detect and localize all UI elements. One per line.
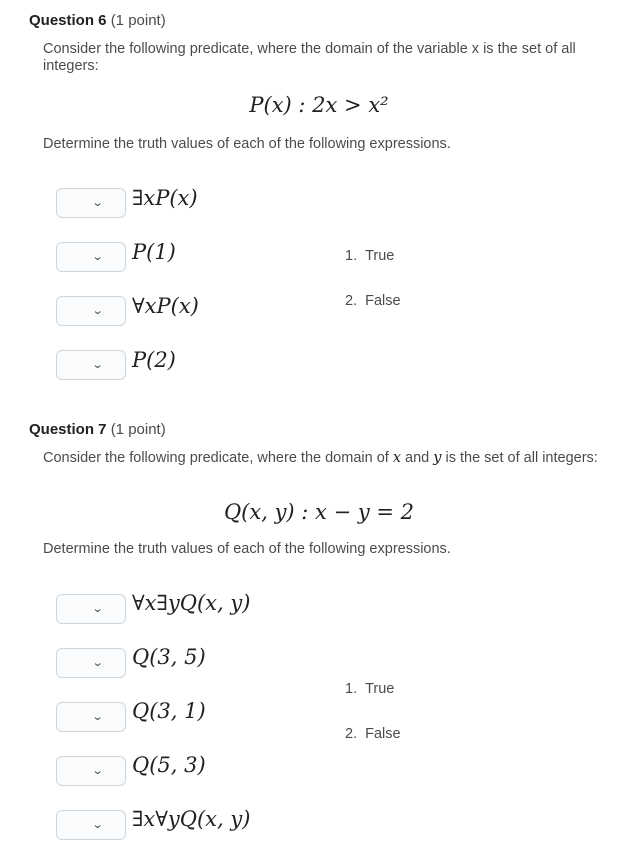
chevron-down-icon: ⌄ xyxy=(91,250,104,263)
option-label: True xyxy=(365,681,395,697)
question-7-title xyxy=(29,421,166,438)
question-points: (1 point) xyxy=(110,12,166,29)
question-7-formula: Q(x, y) : x − y = 2 xyxy=(223,500,415,524)
answer-select-q7-1[interactable] xyxy=(56,594,126,624)
question-7-instruction: Determine the truth values of each of the following expressions. xyxy=(43,541,451,557)
chevron-down-icon: ⌄ xyxy=(91,764,104,777)
variable-y: y xyxy=(433,450,442,466)
expression-q6-2: P(1) xyxy=(132,240,176,264)
chevron-down-icon: ⌄ xyxy=(91,602,104,615)
answer-select-q6-4[interactable] xyxy=(56,350,126,380)
question-title: Question 6 xyxy=(29,12,107,29)
expression-q7-2: Q(3, 5) xyxy=(132,645,206,669)
chevron-down-icon: ⌄ xyxy=(91,304,104,317)
option-label: False xyxy=(365,726,401,742)
answer-select-q6-3[interactable] xyxy=(56,296,126,326)
option-number: 1. xyxy=(345,681,358,697)
option-label: True xyxy=(365,248,395,264)
expression-q7-4: Q(5, 3) xyxy=(132,753,206,777)
question-6-title xyxy=(29,12,166,29)
answer-select-q7-2[interactable] xyxy=(56,648,126,678)
chevron-down-icon: ⌄ xyxy=(91,196,104,209)
option-false-q6 xyxy=(345,293,401,309)
option-number: 1. xyxy=(345,248,358,264)
chevron-down-icon: ⌄ xyxy=(91,710,104,723)
option-false-q7 xyxy=(345,726,401,742)
option-number: 2. xyxy=(345,293,358,309)
question-title: Question 7 xyxy=(29,421,107,438)
answer-select-q7-3[interactable] xyxy=(56,702,126,732)
option-true-q6 xyxy=(345,248,394,264)
variable-x: x xyxy=(392,450,401,466)
option-label: False xyxy=(365,293,401,309)
answer-select-q6-1[interactable] xyxy=(56,188,126,218)
prompt-text: Consider the following predicate, where the domain of xyxy=(43,450,393,466)
prompt-text: is the set of all integers: xyxy=(441,450,598,466)
expression-q7-3: Q(3, 1) xyxy=(132,699,206,723)
prompt-text: and xyxy=(401,450,434,466)
expression-q7-5: ∃x∀yQ(x, y) xyxy=(132,807,251,831)
expression-q6-1: ∃xP(x) xyxy=(132,186,198,210)
chevron-down-icon: ⌄ xyxy=(91,818,104,831)
question-6-instruction: Determine the truth values of each of the following expressions. xyxy=(43,136,451,152)
answer-select-q7-5[interactable] xyxy=(56,810,126,840)
chevron-down-icon: ⌄ xyxy=(91,358,104,371)
option-number: 2. xyxy=(345,726,358,742)
question-6-prompt: Consider the following predicate, where the domain of the variable x is the set of all integers: xyxy=(43,41,576,74)
question-points: (1 point) xyxy=(110,421,166,438)
question-6-formula: P(x) : 2x > x² xyxy=(249,93,389,117)
question-7-prompt xyxy=(43,450,623,467)
expression-q6-4: P(2) xyxy=(132,348,176,372)
answer-select-q6-2[interactable] xyxy=(56,242,126,272)
expression-q6-3: ∀xP(x) xyxy=(132,294,199,318)
chevron-down-icon: ⌄ xyxy=(91,656,104,669)
option-true-q7 xyxy=(345,681,394,697)
answer-select-q7-4[interactable] xyxy=(56,756,126,786)
expression-q7-1: ∀x∃yQ(x, y) xyxy=(132,591,251,615)
